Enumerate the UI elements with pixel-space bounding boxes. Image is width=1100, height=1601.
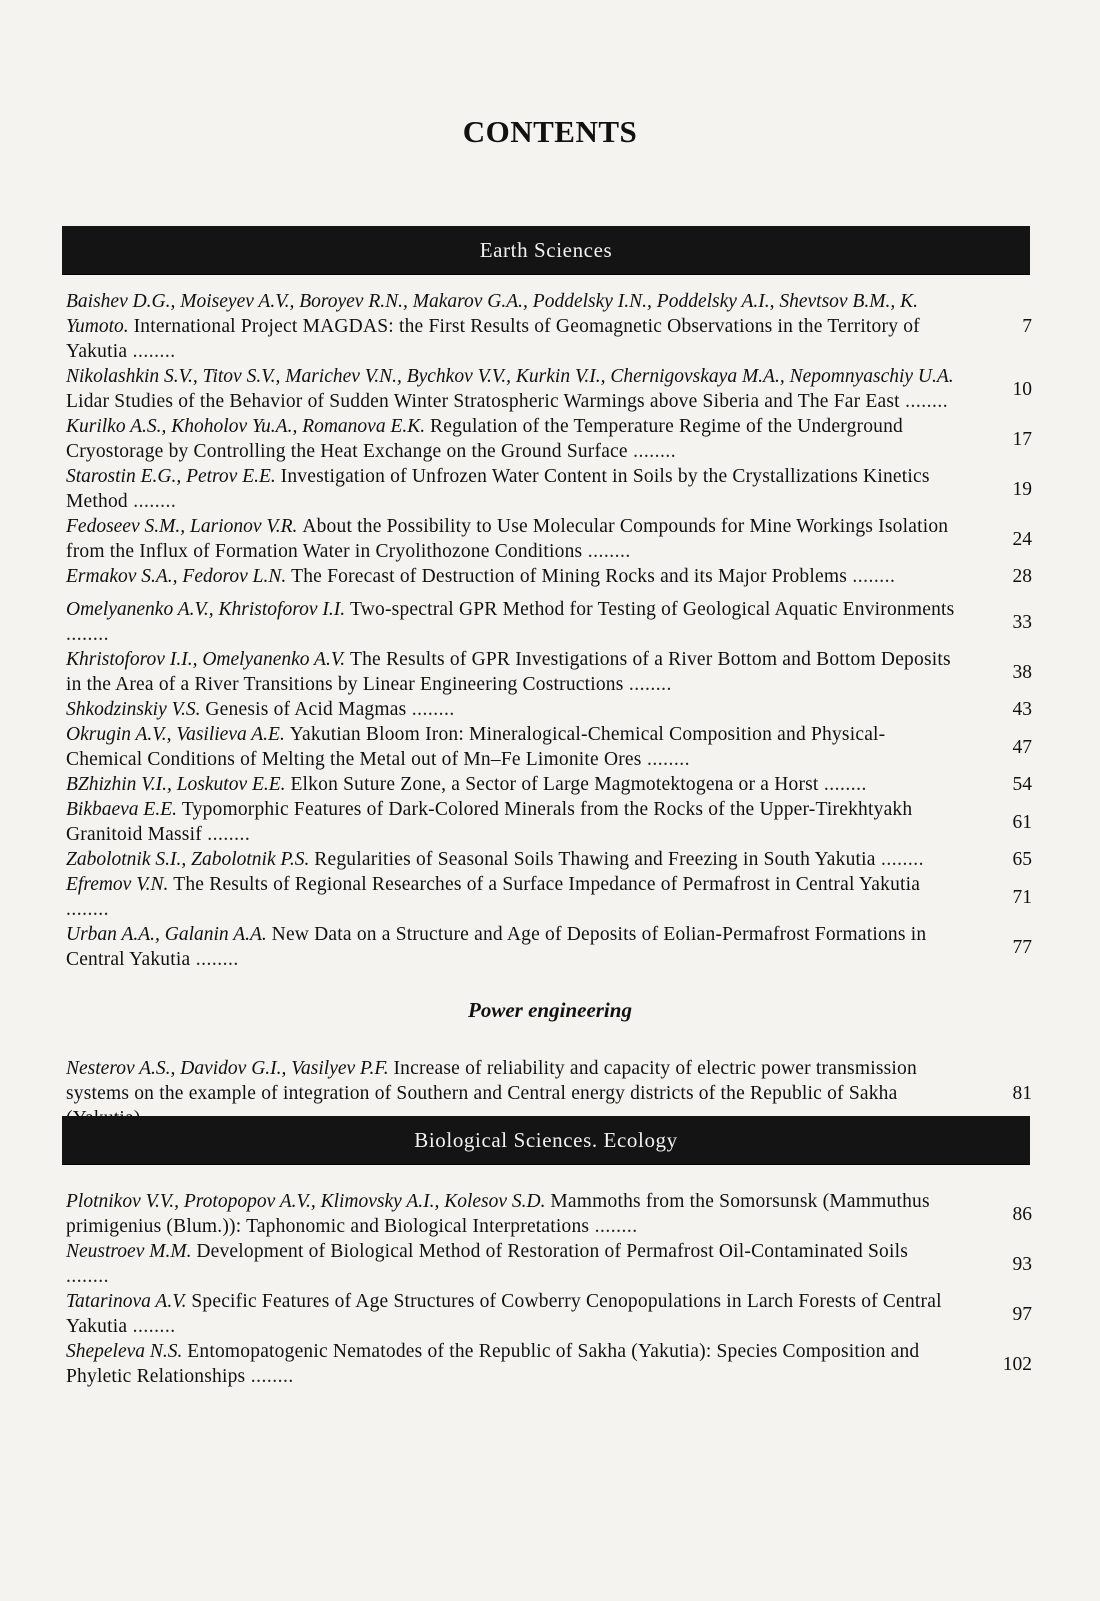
entry-authors: Fedoseev S.M., Larionov V.R. bbox=[66, 516, 298, 537]
toc-entry-text bbox=[66, 414, 956, 464]
entry-authors: Shkodzinskiy V.S. bbox=[66, 699, 201, 720]
dot-leader: ........ bbox=[627, 441, 677, 462]
entry-title: New Data on a Structure and Age of Deposits of Eolian-Permafrost Formations in Central Yakutia bbox=[66, 924, 927, 970]
toc-entry-text bbox=[66, 1289, 956, 1339]
toc-entry-text bbox=[66, 797, 956, 847]
toc-entry[interactable] bbox=[66, 847, 1036, 872]
entry-title: The Forecast of Destruction of Mining Rocks and its Major Problems bbox=[291, 566, 847, 587]
toc-entry-text bbox=[66, 872, 956, 922]
toc-entry-text bbox=[66, 1339, 956, 1389]
entry-title: Regulation of the Temperature Regime of the Underground Cryostorage by Controlling the Heat Exchange on the Ground Surface bbox=[66, 416, 904, 462]
entry-title: Regularities of Seasonal Soils Thawing and Freezing in South Yakutia bbox=[314, 849, 876, 870]
toc-entry[interactable] bbox=[66, 289, 1036, 364]
entry-authors: Ermakov S.A., Fedorov L.N. bbox=[66, 566, 287, 587]
entry-authors: BZhizhin V.I., Loskutov E.E. bbox=[66, 774, 286, 795]
entry-authors: Kurilko A.S., Khoholov Yu.A., Romanova E.K. bbox=[66, 416, 426, 437]
dot-leader: ........ bbox=[66, 1266, 109, 1287]
entry-page-number: 97 bbox=[1012, 1303, 1032, 1325]
entry-title: Elkon Suture Zone, a Sector of Large Magmotektogena or a Horst bbox=[290, 774, 819, 795]
entry-page-number: 47 bbox=[1012, 736, 1032, 758]
entry-title: The Results of GPR Investigations of a River Bottom and Bottom Deposits in the Area of a River Transitions by Linear Engineering Costructions bbox=[66, 649, 951, 695]
toc-entry[interactable] bbox=[66, 1239, 1036, 1289]
dot-leader: ........ bbox=[127, 491, 177, 512]
entry-page-number: 19 bbox=[1012, 478, 1032, 500]
entry-title: Development of Biological Method of Restoration of Permafrost Oil-Contaminated Soils bbox=[196, 1241, 908, 1262]
section-banner-earth-sciences: Earth Sciences bbox=[62, 226, 1030, 274]
entry-title: About the Possibility to Use Molecular Compounds for Mine Workings Isolation from the Influx of Formation Water in Cryolithozone Conditions bbox=[66, 516, 949, 562]
toc-entry[interactable] bbox=[66, 722, 1036, 772]
entry-authors: Omelyanenko A.V., Khristoforov I.I. bbox=[66, 599, 346, 620]
entry-page-number: 65 bbox=[1012, 849, 1032, 870]
toc-entry[interactable] bbox=[66, 414, 1036, 464]
entry-authors: Efremov V.N. bbox=[66, 874, 169, 895]
entry-authors: Neustroev M.M. bbox=[66, 1241, 192, 1262]
entry-title: International Project MAGDAS: the First Results of Geomagnetic Observations in the Territory of Yakutia bbox=[66, 316, 920, 362]
toc-entry[interactable] bbox=[66, 872, 1036, 922]
toc-entry[interactable] bbox=[66, 922, 1036, 972]
toc-entry-text bbox=[66, 1239, 956, 1289]
toc-entry[interactable] bbox=[66, 697, 1036, 722]
entry-page-number: 77 bbox=[1012, 936, 1032, 958]
entry-authors: Bikbaeva E.E. bbox=[66, 799, 177, 820]
toc-entry-text bbox=[66, 772, 956, 797]
toc-list-biological-sciences bbox=[66, 1189, 1036, 1389]
entry-page-number: 86 bbox=[1012, 1203, 1032, 1225]
entry-page-number: 17 bbox=[1012, 428, 1032, 450]
entry-page-number: 7 bbox=[1022, 316, 1032, 337]
entry-page-number: 102 bbox=[1002, 1353, 1032, 1375]
toc-entry-text bbox=[66, 922, 956, 972]
dot-leader: ........ bbox=[589, 1216, 638, 1237]
entry-title: Yakutian Bloom Iron: Mineralogical-Chemical Composition and Physical-Chemical Conditions of Melting the Metal out of Mn–Fe Limonite Ores bbox=[66, 724, 886, 770]
toc-entry[interactable] bbox=[66, 564, 1036, 589]
section-heading-power-engineering: Power engineering bbox=[468, 998, 632, 1022]
entry-authors: Nesterov A.S., Davidov G.I., Vasilyev P.F. bbox=[66, 1058, 389, 1079]
toc-entry[interactable] bbox=[66, 597, 1036, 647]
toc-entry[interactable] bbox=[66, 1339, 1036, 1389]
entry-page-number: 28 bbox=[1012, 566, 1032, 587]
page-title: CONTENTS bbox=[462, 114, 638, 149]
dot-leader: ........ bbox=[623, 674, 672, 695]
entry-title: Entomopatogenic Nematodes of the Republic of Sakha (Yakutia): Species Composition and Phyletic Relationships bbox=[66, 1341, 920, 1387]
toc-entry[interactable] bbox=[66, 514, 1036, 564]
toc-entry-text bbox=[66, 647, 956, 697]
dot-leader: ........ bbox=[818, 774, 867, 795]
toc-entry[interactable] bbox=[66, 772, 1036, 797]
dot-leader: ........ bbox=[190, 949, 239, 970]
toc-list-earth-sciences bbox=[66, 289, 1036, 972]
toc-entry-text bbox=[66, 514, 956, 564]
entry-authors: Zabolotnik S.I., Zabolotnik P.S. bbox=[66, 849, 310, 870]
toc-entry-text bbox=[66, 289, 956, 364]
toc-entry-text bbox=[66, 464, 956, 514]
dot-leader: ........ bbox=[127, 1316, 176, 1337]
entry-page-number: 81 bbox=[1012, 1083, 1032, 1104]
entry-page-number: 93 bbox=[1012, 1253, 1032, 1275]
entry-authors: Urban A.A., Galanin A.A. bbox=[66, 924, 267, 945]
entry-authors: Shepeleva N.S. bbox=[66, 1341, 183, 1362]
toc-entry-text bbox=[66, 1189, 956, 1239]
toc-entry[interactable] bbox=[66, 647, 1036, 697]
dot-leader: ........ bbox=[847, 566, 896, 587]
toc-entry[interactable] bbox=[66, 1189, 1036, 1239]
toc-entry-text bbox=[66, 597, 956, 647]
toc-entry[interactable] bbox=[66, 797, 1036, 847]
entry-title: Investigation of Unfrozen Water Content in Soils by the Crystallizations Kinetics Method bbox=[66, 466, 930, 512]
entry-authors: Okrugin A.V., Vasilieva A.E. bbox=[66, 724, 285, 745]
dot-leader: ........ bbox=[875, 849, 925, 870]
toc-entry[interactable] bbox=[66, 464, 1036, 514]
toc-entry[interactable] bbox=[66, 1289, 1036, 1339]
entry-title: The Results of Regional Researches of a Surface Impedance of Permafrost in Central Yakutia bbox=[173, 874, 921, 895]
dot-leader: ........ bbox=[127, 341, 176, 362]
entry-authors: Plotnikov V.V., Protopopov A.V., Klimovsky A.I., Kolesov S.D. bbox=[66, 1191, 546, 1212]
dot-leader: ........ bbox=[641, 749, 690, 770]
toc-entry-text bbox=[66, 847, 956, 872]
entry-authors: Tatarinova A.V. bbox=[66, 1291, 187, 1312]
entry-page-number: 61 bbox=[1012, 811, 1032, 833]
entry-title: Lidar Studies of the Behavior of Sudden Winter Stratospheric Warmings above Siberia and The Far East bbox=[66, 391, 900, 412]
entry-page-number: 43 bbox=[1012, 699, 1032, 720]
entry-authors: Nikolashkin S.V., Titov S.V., Marichev V.N., Bychkov V.V., Kurkin V.I., Chernigovskaya M.A., Nepomnyaschiy U.A. bbox=[66, 366, 954, 387]
toc-entry[interactable] bbox=[66, 364, 1036, 414]
toc-entry-text bbox=[66, 564, 956, 589]
entry-page-number: 38 bbox=[1012, 661, 1032, 683]
entry-title: Typomorphic Features of Dark-Colored Minerals from the Rocks of the Upper-Tirekhtyakh Granitoid Massif bbox=[66, 799, 913, 845]
entry-page-number: 71 bbox=[1012, 886, 1032, 908]
dot-leader: ........ bbox=[66, 899, 109, 920]
dot-leader: ........ bbox=[66, 624, 109, 645]
entry-page-number: 54 bbox=[1012, 774, 1032, 795]
entry-title: Two-spectral GPR Method for Testing of Geological Aquatic Environments bbox=[349, 599, 955, 620]
dot-leader: ........ bbox=[201, 824, 251, 845]
entry-page-number: 10 bbox=[1012, 378, 1032, 400]
dot-leader: ........ bbox=[245, 1366, 294, 1387]
section-banner-biological-sciences: Biological Sciences. Ecology bbox=[62, 1116, 1030, 1164]
entry-authors: Starostin E.G., Petrov E.E. bbox=[66, 466, 276, 487]
entry-title: Genesis of Acid Magmas bbox=[205, 699, 407, 720]
dot-leader: ........ bbox=[582, 541, 631, 562]
entry-title: Mammoths from the Somorsunsk (Mammuthus primigenius (Blum.)): Taphonomic and Biological Interpretations bbox=[66, 1191, 930, 1237]
entry-title: Specific Features of Age Structures of Cowberry Cenopopulations in Larch Forests of Central Yakutia bbox=[66, 1291, 942, 1337]
entry-page-number: 33 bbox=[1012, 611, 1032, 633]
dot-leader: ........ bbox=[406, 699, 455, 720]
toc-entry-text bbox=[66, 364, 956, 414]
dot-leader: ........ bbox=[899, 391, 949, 412]
entry-page-number: 24 bbox=[1012, 528, 1032, 550]
entry-authors: Khristoforov I.I., Omelyanenko A.V. bbox=[66, 649, 346, 670]
toc-entry-text bbox=[66, 722, 956, 772]
entry-authors: Baishev D.G., Moiseyev A.V., Boroyev R.N., Makarov G.A., Poddelsky I.N., Poddelsky A.I., Shevtsov B.M., K. Yumoto. bbox=[66, 291, 918, 337]
toc-entry-text bbox=[66, 697, 956, 722]
entry-title: Increase of reliability and capacity of electric power transmission systems on the example of integration of Southern and Central energy districts of the Republic of Sakha bbox=[66, 1058, 917, 1104]
